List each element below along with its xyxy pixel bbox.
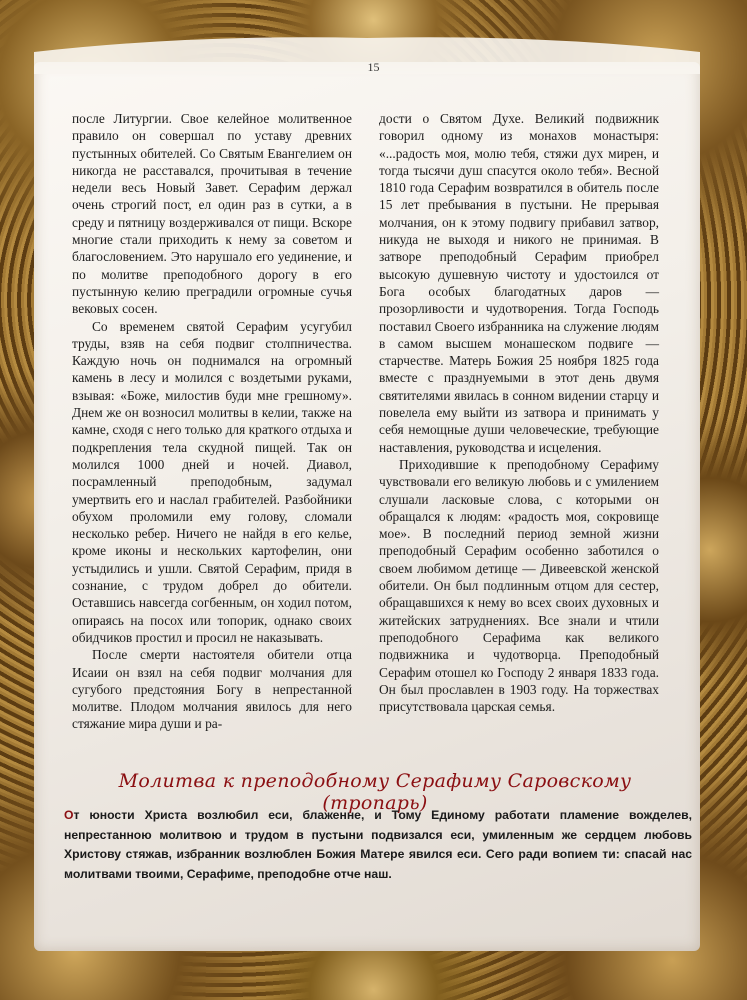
left-column (72, 110, 352, 733)
right-paragraph-1: дости о Святом Духе. Великий подвижник говорил одному из монахов монастыря: «...радость моя, молю тебя, стяжи дух мирен, и тогда тысячи душ спасутся около тебя». Весной 1810 года Серафим возвратился в обитель после 15 лет пребывания в пустыни. Не прерывая молчания, он к этому подвигу прибавил затвор, никуда не выходя и никого не принимая. В затворе преподобный Серафим приобрел высокую душевную чистоту и удостоился от Бога особых благодатных даров — прозорливости и чудотворения. Тогда Господь поставил Своего избранника на служение людям в самом высшем монашеском подвиге — старчестве. Матерь Божия 25 ноября 1825 года вместе с празднуемыми в этот день двумя святителями явилась в сонном видении старцу и повелела ему выйти из затвора и принимать у себя немощные души человеческие, требующие наставления, руководства и исцеления. (379, 111, 659, 455)
page-number: 15 (367, 60, 380, 74)
right-column (379, 110, 659, 715)
prayer-body: т юности Христа возлюбил еси, блаженне, и Тому Единому работати пламение вожделев, непрестанною молитвою и трудом в пустыни подвизался еси, умиленным же сердцем любовь Христову стяжав, избранник возлюблен Божия Матере явился еси. Сего ради вопием ти: спасай нас молитвами твоими, Серафиме, преподобне отче наш. (64, 808, 692, 881)
right-paragraph-2: Приходившие к преподобному Серафиму чувствовали его великую любовь и с умилением слушали ласковые слова, с которыми он обращался к людям: «радость моя, сокровище мое». В последний период земной жизни преподобный Серафим особенно заботился о своем любимом детище — Дивеевской женской обители. Он был подлинным отцом для сестер, обращавшихся к нему во всех своих духовных и житейских затруднениях. Все знали и чтили преподобного Серафима как великого подвижника и чудотворца. Преподобный Серафим отошел ко Господу 2 января 1833 года. Он был прославлен в 1903 году. На торжествах присутствовала царская семья. (379, 456, 659, 715)
left-paragraph-1: после Литургии. Свое келейное молитвенное правило он совершал по уставу древних пустынных обителей. Со Святым Евангелием он никогда не расставался, прочитывая в течение недели весь Новый Завет. Серафим держал очень строгий пост, ел один раз в сутки, а в среду и пятницу воздерживался от пищи. Вскоре многие стали приходить к нему за советом и благословением. Это нарушало его уединение, и по молитве преподобного дорогу в его пустынную келию преградили огромные сучья вековых сосен. (72, 111, 352, 317)
prayer-initial: О (64, 808, 74, 822)
left-paragraph-3: После смерти настоятеля обители отца Исаии он взял на себя подвиг молчания для сугубого предстояния Богу в непрестанной молитве. Плодом молчания явилось для него стяжание мира души и ра- (72, 647, 352, 732)
prayer-text (64, 806, 692, 884)
left-paragraph-2: Со временем святой Серафим усугубил труды, взяв на себя подвиг столпничества. Каждую ночь он поднимался на огромный камень в лесу и молился с воздетыми руками, взывая: «Боже, милостив буди мне грешному». Днем же он возносил молитвы в келии, также на камне, сходя с него только для краткого отдыха и подкрепления тела скудной пищей. Так он молился 1000 дней и ночей. Диавол, посрамленный преподобным, задумал умертвить его и наслал грабителей. Разбойники обухом проломили ему голову, сломали несколько ребер. Ничего не найдя в его келье, кроме иконы и нескольких картофелин, они устыдились и ушли. Святой Серафим, придя в сознание, с трудом добрел до обители. Оставшись навсегда согбенным, он ходил потом, опираясь на посох или топорик, однако своих обидчиков простил и просил не наказывать. (72, 318, 352, 645)
prayer-title: Молитва к преподобному Серафиму Саровскому (тропарь) (118, 770, 632, 814)
